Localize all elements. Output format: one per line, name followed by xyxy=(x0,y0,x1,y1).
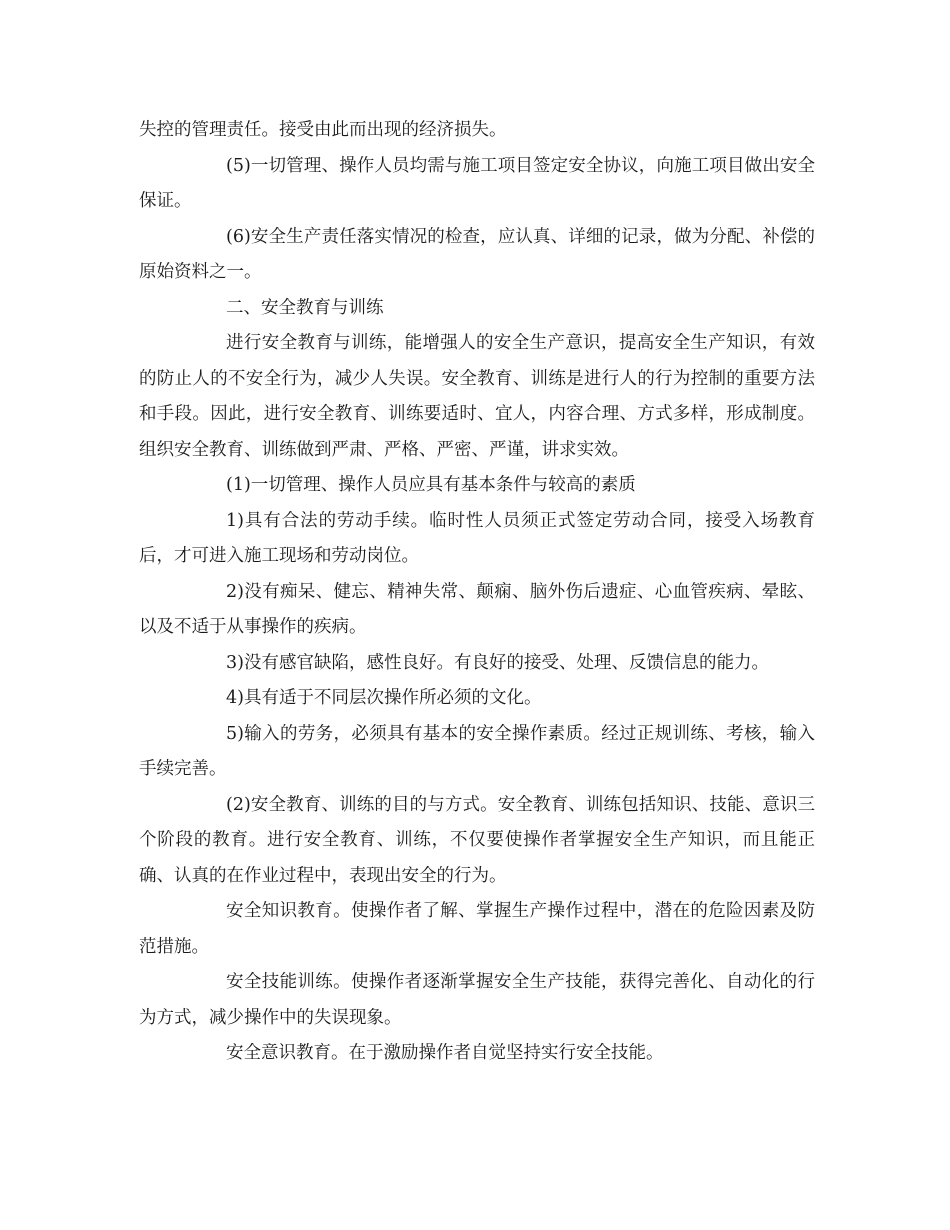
paragraph-5: 进行安全教育与训练，能增强人的安全生产意识，提高安全生产知识，有效的防止人的不安全行为，减少人失误。安全教育、训练是进行人的行为控制的重要方法和手段。因此，进行安全教育、训练要适时、宜人，内容合理、方式多样，形成制度。组织安全教育、训练做到严肃、严格、严密、严谨，讲求实效。 xyxy=(139,333,815,460)
paragraph-1: 失控的管理责任。接受由此而出现的经济损失。 xyxy=(139,120,507,140)
paragraph-7: 1)具有合法的劳动手续。临时性人员须正式签定劳动合同，接受入场教育后，才可进入施工现场和劳动岗位。 xyxy=(139,510,815,566)
section-heading: 二、安全教育与训练 xyxy=(226,297,384,318)
paragraph-3: (6)安全生产责任落实情况的检查，应认真、详细的记录，做为分配、补偿的原始资料之一。 xyxy=(139,226,815,282)
paragraph-10: 4)具有适于不同层次操作所必须的文化。 xyxy=(226,688,542,708)
document-body xyxy=(139,113,815,1072)
paragraph-14: 安全技能训练。使操作者逐渐掌握安全生产技能，获得完善化、自动化的行为方式，减少操作中的失误现象。 xyxy=(139,972,815,1028)
paragraph-15: 安全意识教育。在于激励操作者自觉坚持实行安全技能。 xyxy=(226,1043,664,1063)
paragraph-13: 安全知识教育。使操作者了解、掌握生产操作过程中，潜在的危险因素及防范措施。 xyxy=(139,901,815,957)
paragraph-2: (5)一切管理、操作人员均需与施工项目签定安全协议，向施工项目做出安全保证。 xyxy=(139,155,815,211)
paragraph-11: 5)输入的劳务，必须具有基本的安全操作素质。经过正规训练、考核，输入手续完善。 xyxy=(139,723,815,779)
paragraph-9: 3)没有感官缺陷，感性良好。有良好的接受、处理、反馈信息的能力。 xyxy=(226,652,769,673)
paragraph-8: 2)没有痴呆、健忘、精神失常、颠痫、脑外伤后遗症、心血管疾病、晕眩、以及不适于从事操作的疾病。 xyxy=(139,581,815,637)
paragraph-12: (2)安全教育、训练的目的与方式。安全教育、训练包括知识、技能、意识三个阶段的教育。进行安全教育、训练，不仅要使操作者掌握安全生产知识，而且能正确、认真的在作业过程中，表现出安全的行为。 xyxy=(139,794,815,886)
paragraph-6: (1)一切管理、操作人员应具有基本条件与较高的素质 xyxy=(226,475,636,495)
